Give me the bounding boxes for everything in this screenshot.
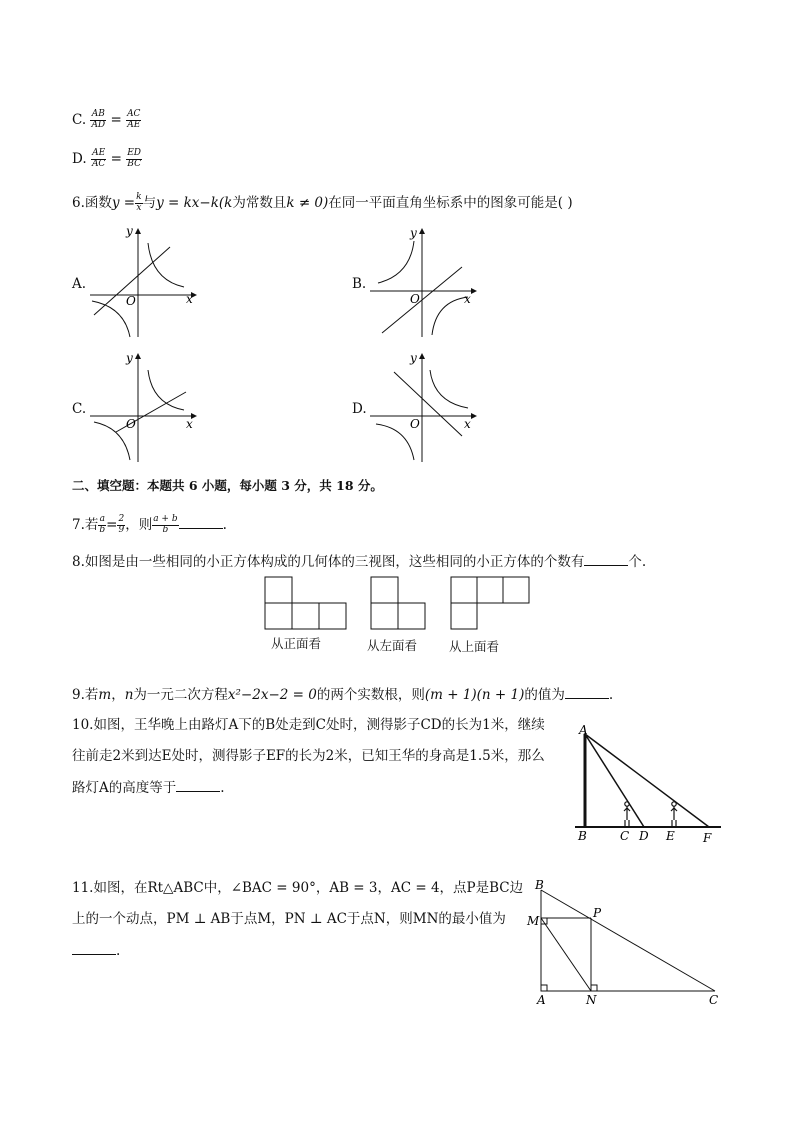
option-label: D. bbox=[72, 150, 87, 167]
svg-text:M: M bbox=[527, 914, 540, 928]
svg-text:F: F bbox=[703, 831, 712, 845]
fraction: $\frac{AC}{AE}$ bbox=[127, 109, 141, 130]
streetlight-diagram bbox=[573, 718, 723, 848]
graph-option-d bbox=[368, 350, 483, 465]
graph-option-a bbox=[88, 225, 203, 340]
y-axis-label: y bbox=[410, 351, 417, 365]
view-label-left: 从左面看 bbox=[367, 638, 418, 653]
q10-line-3: 路灯A的高度等于 . bbox=[72, 780, 225, 796]
equals: = bbox=[110, 150, 122, 167]
graph-option-c bbox=[88, 350, 203, 465]
origin-label: O bbox=[126, 294, 136, 308]
svg-text:A: A bbox=[579, 723, 588, 737]
q11-line-3: . bbox=[72, 944, 120, 959]
svg-text:C: C bbox=[620, 829, 630, 843]
person-icon bbox=[671, 802, 677, 827]
fraction: $\frac{ED}{BC}$ bbox=[127, 148, 142, 169]
origin-label: O bbox=[410, 417, 420, 431]
x-axis-label: x bbox=[464, 292, 471, 306]
svg-text:N: N bbox=[586, 993, 597, 1007]
answer-blank[interactable] bbox=[179, 518, 223, 529]
svg-text:P: P bbox=[593, 906, 602, 920]
origin-label: O bbox=[410, 292, 420, 306]
person-icon bbox=[624, 802, 630, 827]
q6-option-a-label: A. bbox=[72, 276, 87, 292]
option-label: C. bbox=[72, 111, 87, 128]
q6-question: 6.函数y = $\frac{k}{x}$ 与y = kx−k(k为常数且k ≠ 0)在同一平面直角坐标系中的图象可能是( ) bbox=[72, 192, 573, 213]
answer-blank[interactable] bbox=[176, 781, 220, 792]
q11-line-2: 上的一个动点，PM ⊥ AB于点M，PN ⊥ AC于点N，则MN的最小值为 bbox=[72, 911, 506, 927]
svg-text:A: A bbox=[537, 993, 546, 1007]
fraction: $\frac{AE}{AC}$ bbox=[91, 148, 106, 169]
origin-label: O bbox=[126, 417, 136, 431]
q6-option-c-label: C. bbox=[72, 401, 87, 417]
view-label-top: 从上面看 bbox=[449, 639, 500, 654]
q5-option-d bbox=[72, 149, 142, 170]
triangle-diagram bbox=[525, 875, 725, 1010]
y-axis-label: y bbox=[126, 225, 133, 238]
view-label-front: 从正面看 bbox=[271, 636, 322, 651]
graph-option-b bbox=[368, 225, 483, 340]
answer-blank[interactable] bbox=[584, 555, 628, 566]
q11-line-1: 11.如图，在Rt△ABC中，∠BAC = 90°，AB = 3，AC = 4，点P是BC边 bbox=[72, 880, 524, 896]
three-view-diagram bbox=[262, 574, 532, 630]
q9-question: 9.若m，n为一元二次方程x²−2x−2 = 0的两个实数根，则(m + 1)(n + 1)的值为 . bbox=[72, 687, 614, 703]
q6-option-d-label: D. bbox=[352, 401, 367, 417]
q10-line-1: 10.如图，王华晚上由路灯A下的B处走到C处时，测得影子CD的长为1米，继续 bbox=[72, 717, 545, 733]
q7-question: 7.若 $\frac{a}{b}$ = $\frac{2}{9}$ ，则 $\frac{a + b}{b}$ . bbox=[72, 514, 227, 535]
x-axis-label: x bbox=[186, 417, 193, 431]
svg-text:B: B bbox=[535, 878, 544, 892]
q8-question: 8.如图是由一些相同的小正方体构成的几何体的三视图，这些相同的小正方体的个数有 个. bbox=[72, 554, 647, 570]
svg-text:E: E bbox=[666, 829, 675, 843]
q5-option-c bbox=[72, 110, 141, 131]
q10-line-2: 往前走2米到达E处时，测得影子EF的长为2米，已知王华的身高是1.5米，那么 bbox=[72, 748, 545, 764]
y-axis-label: y bbox=[410, 226, 417, 240]
svg-text:D: D bbox=[639, 829, 649, 843]
svg-text:B: B bbox=[578, 829, 587, 843]
answer-blank[interactable] bbox=[565, 688, 609, 699]
y-axis-label: y bbox=[126, 351, 133, 365]
svg-text:C: C bbox=[709, 993, 719, 1007]
x-axis-label: x bbox=[186, 292, 193, 306]
fraction: $\frac{AB}{AD}$ bbox=[91, 109, 106, 130]
answer-blank[interactable] bbox=[72, 944, 116, 955]
q6-option-b-label: B. bbox=[352, 276, 367, 292]
equals: = bbox=[110, 111, 122, 128]
section-title: 二、填空题：本题共 6 小题，每小题 3 分，共 18 分。 bbox=[72, 478, 383, 493]
x-axis-label: x bbox=[464, 417, 471, 431]
